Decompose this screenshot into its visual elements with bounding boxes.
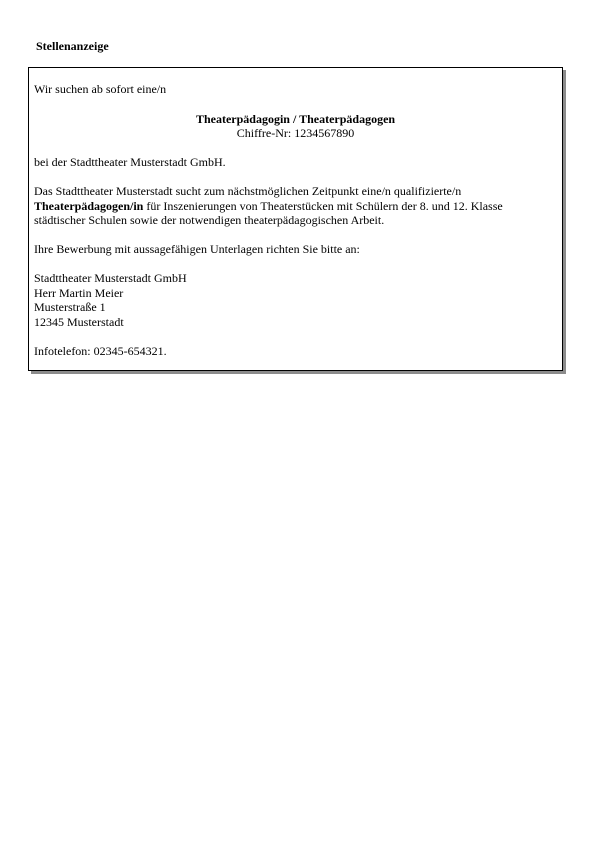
- job-ad-box: [28, 67, 563, 371]
- address-company: Stadttheater Musterstadt GmbH: [34, 271, 187, 285]
- address-contact: Herr Martin Meier: [34, 286, 124, 300]
- position-title: Theaterpädagogin / Theaterpädagogen: [195, 112, 396, 126]
- cipher-number: Chiffre-Nr: 1234567890: [236, 126, 355, 140]
- description-line-1: Das Stadttheater Musterstadt sucht zum nächstmöglichen Zeitpunkt eine/n qualifizierte/n: [34, 184, 462, 198]
- description-line-2: [34, 199, 503, 213]
- address-street: Musterstraße 1: [34, 300, 106, 314]
- address-city: 12345 Musterstadt: [34, 315, 124, 329]
- description-line-3: städtischer Schulen sowie der notwendigen theaterpädagogischen Arbeit.: [34, 213, 385, 227]
- page-heading: Stellenanzeige: [36, 39, 109, 53]
- employer-line: bei der Stadttheater Musterstadt GmbH.: [34, 155, 226, 169]
- description-line-2-rest: für Inszenierungen von Theaterstücken mit Schülern der 8. und 12. Klasse: [143, 199, 503, 213]
- description-bold-title: Theaterpädagogen/in: [34, 199, 144, 213]
- info-phone: Infotelefon: 02345-654321.: [34, 344, 167, 358]
- application-note: Ihre Bewerbung mit aussagefähigen Unterlagen richten Sie bitte an:: [34, 242, 360, 256]
- intro-text: Wir suchen ab sofort eine/n: [34, 82, 167, 96]
